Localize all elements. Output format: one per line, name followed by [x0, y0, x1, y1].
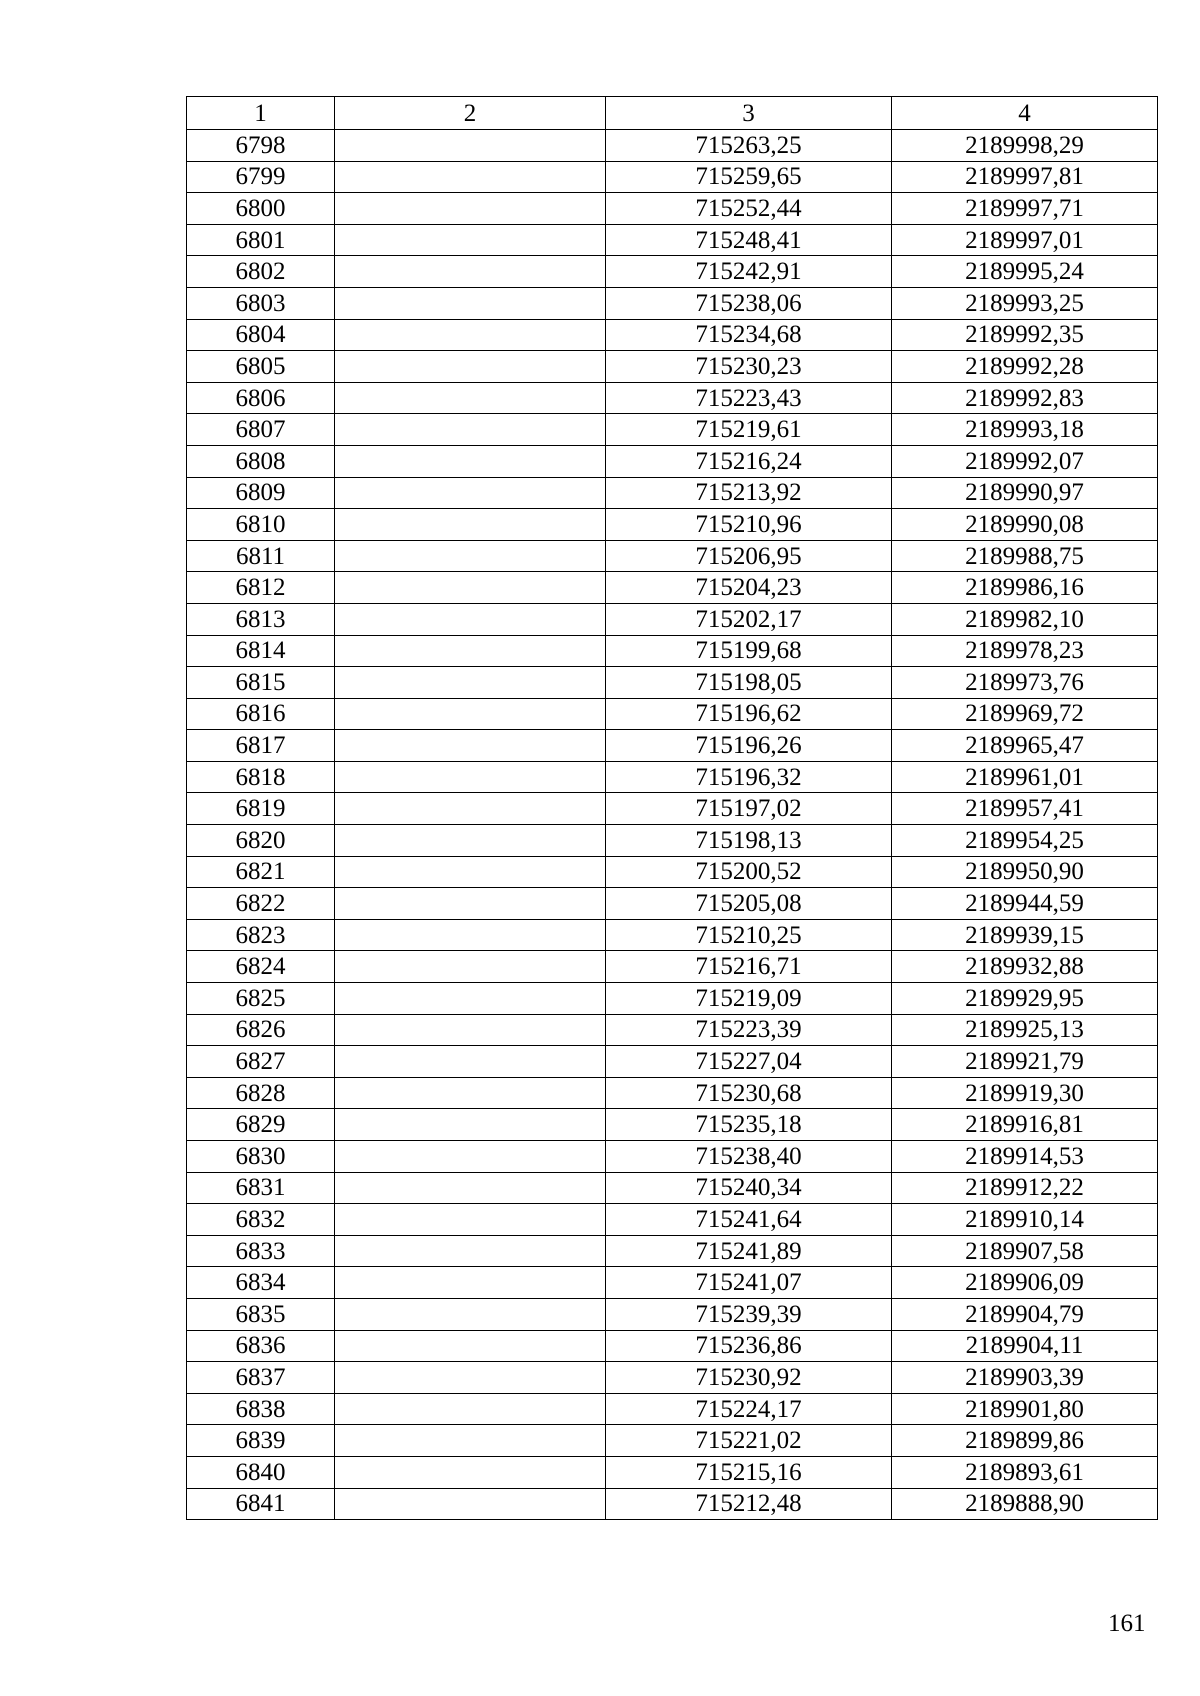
cell-col-2: [335, 919, 606, 951]
cell-col-3: 715216,71: [606, 951, 892, 983]
cell-col-2: [335, 509, 606, 541]
cell-col-3: 715238,06: [606, 287, 892, 319]
cell-col-3: 715210,96: [606, 509, 892, 541]
cell-col-2: [335, 1046, 606, 1078]
table-row: [187, 888, 1158, 920]
table-row: [187, 161, 1158, 193]
table-row: [187, 224, 1158, 256]
cell-point-number: 6813: [187, 603, 335, 635]
cell-col-4: 2189914,53: [892, 1141, 1158, 1173]
cell-col-3: 715202,17: [606, 603, 892, 635]
table-row: [187, 1109, 1158, 1141]
cell-col-3: 715196,32: [606, 761, 892, 793]
cell-point-number: 6804: [187, 319, 335, 351]
cell-col-3: 715235,18: [606, 1109, 892, 1141]
cell-point-number: 6812: [187, 572, 335, 604]
cell-col-4: 2189993,25: [892, 287, 1158, 319]
cell-point-number: 6839: [187, 1425, 335, 1457]
cell-col-3: 715263,25: [606, 130, 892, 162]
cell-point-number: 6824: [187, 951, 335, 983]
cell-col-4: 2189993,18: [892, 414, 1158, 446]
cell-col-2: [335, 224, 606, 256]
cell-col-4: 2189973,76: [892, 667, 1158, 699]
cell-col-4: 2189990,97: [892, 477, 1158, 509]
cell-col-2: [335, 319, 606, 351]
cell-point-number: 6798: [187, 130, 335, 162]
cell-col-4: 2189950,90: [892, 856, 1158, 888]
cell-col-2: [335, 730, 606, 762]
cell-col-2: [335, 603, 606, 635]
table-row: [187, 667, 1158, 699]
table-row: [187, 382, 1158, 414]
cell-point-number: 6840: [187, 1456, 335, 1488]
cell-point-number: 6801: [187, 224, 335, 256]
cell-col-4: 2189965,47: [892, 730, 1158, 762]
cell-col-4: 2189978,23: [892, 635, 1158, 667]
cell-col-3: 715230,23: [606, 351, 892, 383]
table-row: [187, 761, 1158, 793]
cell-col-4: 2189997,01: [892, 224, 1158, 256]
cell-col-4: 2189912,22: [892, 1172, 1158, 1204]
table-row: [187, 351, 1158, 383]
cell-col-3: 715205,08: [606, 888, 892, 920]
cell-col-4: 2189944,59: [892, 888, 1158, 920]
cell-col-2: [335, 761, 606, 793]
header-row: [187, 97, 1158, 130]
cell-point-number: 6828: [187, 1077, 335, 1109]
cell-col-2: [335, 698, 606, 730]
cell-col-3: 715230,92: [606, 1362, 892, 1394]
cell-col-4: 2189939,15: [892, 919, 1158, 951]
cell-col-3: 715221,02: [606, 1425, 892, 1457]
cell-col-4: 2189988,75: [892, 540, 1158, 572]
cell-col-2: [335, 1298, 606, 1330]
cell-col-2: [335, 1141, 606, 1173]
cell-col-2: [335, 130, 606, 162]
table-row: [187, 1014, 1158, 1046]
table-row: [187, 256, 1158, 288]
cell-point-number: 6807: [187, 414, 335, 446]
table-row: [187, 193, 1158, 225]
cell-col-3: 715230,68: [606, 1077, 892, 1109]
cell-point-number: 6815: [187, 667, 335, 699]
cell-col-3: 715216,24: [606, 445, 892, 477]
cell-point-number: 6821: [187, 856, 335, 888]
table-row: [187, 1330, 1158, 1362]
table-row: [187, 1298, 1158, 1330]
cell-col-4: 2189904,79: [892, 1298, 1158, 1330]
cell-point-number: 6809: [187, 477, 335, 509]
cell-point-number: 6818: [187, 761, 335, 793]
table-row: [187, 919, 1158, 951]
cell-col-3: 715198,05: [606, 667, 892, 699]
cell-col-3: 715204,23: [606, 572, 892, 604]
column-header-1: 1: [187, 97, 335, 130]
column-header-4: 4: [892, 97, 1158, 130]
cell-col-2: [335, 1014, 606, 1046]
cell-col-3: 715210,25: [606, 919, 892, 951]
cell-col-2: [335, 1393, 606, 1425]
table-row: [187, 1362, 1158, 1394]
cell-col-4: 2189888,90: [892, 1488, 1158, 1520]
cell-col-4: 2189919,30: [892, 1077, 1158, 1109]
cell-col-3: 715236,86: [606, 1330, 892, 1362]
table-row: [187, 825, 1158, 857]
cell-point-number: 6829: [187, 1109, 335, 1141]
cell-col-3: 715224,17: [606, 1393, 892, 1425]
cell-col-2: [335, 193, 606, 225]
table-row: [187, 572, 1158, 604]
cell-col-3: 715259,65: [606, 161, 892, 193]
table-row: [187, 983, 1158, 1015]
coordinates-table: [186, 96, 1158, 1520]
cell-col-2: [335, 161, 606, 193]
cell-col-2: [335, 1109, 606, 1141]
cell-col-4: 2189961,01: [892, 761, 1158, 793]
cell-col-3: 715242,91: [606, 256, 892, 288]
table-row: [187, 414, 1158, 446]
cell-col-4: 2189986,16: [892, 572, 1158, 604]
table-row: [187, 319, 1158, 351]
cell-col-2: [335, 351, 606, 383]
cell-point-number: 6814: [187, 635, 335, 667]
cell-point-number: 6816: [187, 698, 335, 730]
cell-col-3: 715215,16: [606, 1456, 892, 1488]
cell-col-4: 2189969,72: [892, 698, 1158, 730]
table-row: [187, 1425, 1158, 1457]
cell-point-number: 6838: [187, 1393, 335, 1425]
cell-col-3: 715234,68: [606, 319, 892, 351]
cell-col-2: [335, 1362, 606, 1394]
cell-col-2: [335, 1330, 606, 1362]
cell-point-number: 6819: [187, 793, 335, 825]
cell-col-2: [335, 1235, 606, 1267]
cell-col-4: 2189907,58: [892, 1235, 1158, 1267]
cell-col-2: [335, 667, 606, 699]
cell-col-4: 2189992,07: [892, 445, 1158, 477]
cell-col-2: [335, 1077, 606, 1109]
cell-col-3: 715196,62: [606, 698, 892, 730]
cell-col-2: [335, 1488, 606, 1520]
cell-col-2: [335, 572, 606, 604]
cell-col-4: 2189954,25: [892, 825, 1158, 857]
cell-point-number: 6800: [187, 193, 335, 225]
cell-point-number: 6836: [187, 1330, 335, 1362]
cell-col-3: 715227,04: [606, 1046, 892, 1078]
cell-col-3: 715198,13: [606, 825, 892, 857]
cell-col-3: 715241,89: [606, 1235, 892, 1267]
cell-point-number: 6834: [187, 1267, 335, 1299]
cell-col-2: [335, 382, 606, 414]
cell-point-number: 6805: [187, 351, 335, 383]
cell-point-number: 6832: [187, 1204, 335, 1236]
table-row: [187, 1235, 1158, 1267]
cell-point-number: 6831: [187, 1172, 335, 1204]
cell-col-4: 2189921,79: [892, 1046, 1158, 1078]
cell-col-3: 715213,92: [606, 477, 892, 509]
cell-col-2: [335, 256, 606, 288]
cell-col-3: 715248,41: [606, 224, 892, 256]
cell-point-number: 6833: [187, 1235, 335, 1267]
cell-col-4: 2189992,83: [892, 382, 1158, 414]
cell-point-number: 6837: [187, 1362, 335, 1394]
table-row: [187, 1046, 1158, 1078]
cell-col-2: [335, 983, 606, 1015]
cell-col-4: 2189982,10: [892, 603, 1158, 635]
cell-point-number: 6808: [187, 445, 335, 477]
table-row: [187, 1204, 1158, 1236]
cell-col-2: [335, 414, 606, 446]
cell-col-4: 2189916,81: [892, 1109, 1158, 1141]
table-header: [187, 97, 1158, 130]
cell-point-number: 6806: [187, 382, 335, 414]
cell-col-3: 715239,39: [606, 1298, 892, 1330]
cell-col-3: 715240,34: [606, 1172, 892, 1204]
cell-point-number: 6810: [187, 509, 335, 541]
cell-point-number: 6823: [187, 919, 335, 951]
cell-col-3: 715219,09: [606, 983, 892, 1015]
table-body: [187, 130, 1158, 1520]
cell-point-number: 6811: [187, 540, 335, 572]
table-row: [187, 1141, 1158, 1173]
page-number: 161: [1108, 1610, 1146, 1637]
cell-col-2: [335, 540, 606, 572]
cell-col-2: [335, 888, 606, 920]
cell-col-4: 2189992,35: [892, 319, 1158, 351]
cell-col-2: [335, 1425, 606, 1457]
cell-col-3: 715238,40: [606, 1141, 892, 1173]
cell-col-2: [335, 856, 606, 888]
cell-col-3: 715212,48: [606, 1488, 892, 1520]
column-header-2: 2: [335, 97, 606, 130]
cell-col-4: 2189997,71: [892, 193, 1158, 225]
table-row: [187, 1077, 1158, 1109]
table-row: [187, 951, 1158, 983]
cell-col-4: 2189903,39: [892, 1362, 1158, 1394]
cell-col-2: [335, 287, 606, 319]
table-row: [187, 856, 1158, 888]
cell-col-4: 2189929,95: [892, 983, 1158, 1015]
cell-col-4: 2189932,88: [892, 951, 1158, 983]
cell-col-4: 2189992,28: [892, 351, 1158, 383]
cell-point-number: 6826: [187, 1014, 335, 1046]
cell-point-number: 6803: [187, 287, 335, 319]
cell-col-3: 715252,44: [606, 193, 892, 225]
cell-point-number: 6822: [187, 888, 335, 920]
table-row: [187, 730, 1158, 762]
cell-col-2: [335, 445, 606, 477]
cell-col-3: 715219,61: [606, 414, 892, 446]
cell-col-2: [335, 1267, 606, 1299]
cell-col-3: 715223,43: [606, 382, 892, 414]
cell-col-3: 715197,02: [606, 793, 892, 825]
cell-col-2: [335, 1172, 606, 1204]
cell-col-4: 2189901,80: [892, 1393, 1158, 1425]
table-row: [187, 287, 1158, 319]
cell-col-3: 715196,26: [606, 730, 892, 762]
table-row: [187, 635, 1158, 667]
cell-col-3: 715206,95: [606, 540, 892, 572]
cell-col-4: 2189957,41: [892, 793, 1158, 825]
cell-col-2: [335, 793, 606, 825]
cell-point-number: 6841: [187, 1488, 335, 1520]
cell-col-4: 2189906,09: [892, 1267, 1158, 1299]
cell-point-number: 6825: [187, 983, 335, 1015]
table-row: [187, 603, 1158, 635]
cell-point-number: 6820: [187, 825, 335, 857]
cell-col-2: [335, 1456, 606, 1488]
cell-point-number: 6835: [187, 1298, 335, 1330]
table-row: [187, 477, 1158, 509]
cell-col-2: [335, 477, 606, 509]
cell-col-2: [335, 1204, 606, 1236]
cell-point-number: 6817: [187, 730, 335, 762]
cell-point-number: 6827: [187, 1046, 335, 1078]
table-row: [187, 509, 1158, 541]
cell-col-3: 715199,68: [606, 635, 892, 667]
cell-point-number: 6830: [187, 1141, 335, 1173]
cell-col-4: 2189990,08: [892, 509, 1158, 541]
table-row: [187, 130, 1158, 162]
cell-col-4: 2189995,24: [892, 256, 1158, 288]
cell-col-3: 715223,39: [606, 1014, 892, 1046]
cell-col-2: [335, 635, 606, 667]
cell-col-3: 715241,07: [606, 1267, 892, 1299]
table-row: [187, 698, 1158, 730]
column-header-3: 3: [606, 97, 892, 130]
cell-col-4: 2189893,61: [892, 1456, 1158, 1488]
table-row: [187, 445, 1158, 477]
cell-col-3: 715200,52: [606, 856, 892, 888]
cell-col-2: [335, 951, 606, 983]
table-row: [187, 1267, 1158, 1299]
table-row: [187, 1456, 1158, 1488]
cell-col-4: 2189998,29: [892, 130, 1158, 162]
cell-point-number: 6799: [187, 161, 335, 193]
table-row: [187, 1488, 1158, 1520]
cell-col-2: [335, 825, 606, 857]
cell-col-4: 2189910,14: [892, 1204, 1158, 1236]
cell-point-number: 6802: [187, 256, 335, 288]
cell-col-3: 715241,64: [606, 1204, 892, 1236]
table-row: [187, 1172, 1158, 1204]
table-row: [187, 540, 1158, 572]
table-row: [187, 793, 1158, 825]
cell-col-4: 2189899,86: [892, 1425, 1158, 1457]
cell-col-4: 2189925,13: [892, 1014, 1158, 1046]
cell-col-4: 2189997,81: [892, 161, 1158, 193]
cell-col-4: 2189904,11: [892, 1330, 1158, 1362]
table-row: [187, 1393, 1158, 1425]
